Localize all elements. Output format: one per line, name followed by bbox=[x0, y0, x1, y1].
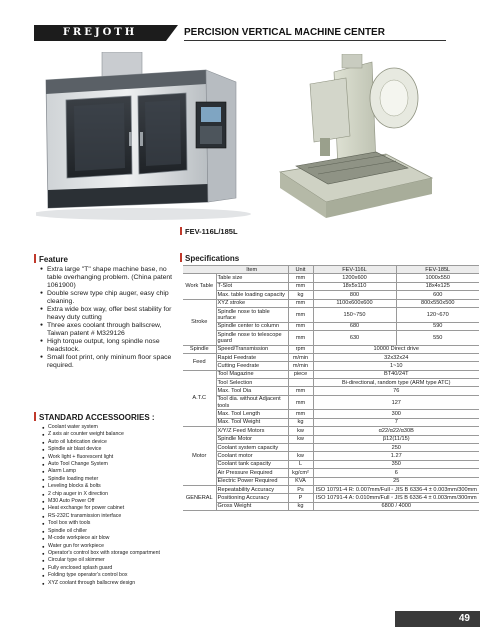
spec-header-model-2: FEV-185L bbox=[396, 266, 479, 274]
table-row bbox=[183, 435, 479, 443]
page-title: PERCISION VERTICAL MACHINE CENTER bbox=[184, 27, 385, 38]
title-underline bbox=[184, 40, 446, 41]
spec-unit: kg bbox=[288, 418, 313, 426]
table-row bbox=[183, 307, 479, 322]
table-row bbox=[183, 427, 479, 435]
model-label bbox=[180, 227, 238, 236]
table-row bbox=[183, 274, 479, 282]
spec-unit: m/min bbox=[288, 353, 313, 361]
spec-group: Work Table bbox=[183, 274, 216, 299]
spec-header-row bbox=[183, 266, 479, 274]
spec-item: Max. table loading capacity bbox=[216, 291, 288, 299]
feature-item: ● Extra large "T" shape machine base, no table overhanging problem. (China patent 1061900) bbox=[40, 266, 176, 289]
accessory-item: ● M-code workpiece air blow bbox=[42, 535, 176, 542]
accessory-item: ● M30 Auto Power Off bbox=[42, 498, 176, 505]
spec-value-2: 120~670 bbox=[396, 307, 479, 322]
accessory-item: ● Circular type oil skimmer bbox=[42, 557, 176, 564]
accent-mark bbox=[180, 253, 182, 262]
page-header bbox=[34, 25, 446, 41]
spec-unit: mm bbox=[288, 322, 313, 330]
spec-value-shared: BT40/24T bbox=[313, 370, 479, 378]
accessories-heading-text: STANDARD ACCESSOORIES : bbox=[39, 413, 155, 422]
feature-item: ● Extra wide box way, offer best stability for heavy duty cutting bbox=[40, 306, 176, 322]
table-row bbox=[183, 418, 479, 426]
accessory-item: ● Heat exchange for power cabinet bbox=[42, 505, 176, 512]
accessories-heading bbox=[34, 412, 155, 423]
spec-item: X/Y/Z Feed Motors bbox=[216, 427, 288, 435]
spec-item: Tool Magazine bbox=[216, 370, 288, 378]
spec-value-shared: 350 bbox=[313, 460, 479, 468]
spec-item: Cutting Feedrate bbox=[216, 362, 288, 370]
accessory-item: ● Alarm Lamp bbox=[42, 468, 176, 475]
spec-item: XYZ stroke bbox=[216, 299, 288, 307]
spec-value-2: 18x4x125 bbox=[396, 282, 479, 290]
feature-item: ● High torque output, long spindle nose headstock. bbox=[40, 338, 176, 354]
accessory-item: ● Coolant water system bbox=[42, 424, 176, 431]
table-row bbox=[183, 282, 479, 290]
spec-unit: mm bbox=[288, 282, 313, 290]
spec-group: GENERAL bbox=[183, 485, 216, 510]
spec-header-model-1: FEV-116L bbox=[313, 266, 396, 274]
spec-item: Spindle center to column bbox=[216, 322, 288, 330]
table-row bbox=[183, 469, 479, 477]
spec-value-shared: 32x32x24 bbox=[313, 353, 479, 361]
spec-unit: kg bbox=[288, 502, 313, 510]
table-row bbox=[183, 353, 479, 361]
spec-value-shared: 1.27 bbox=[313, 452, 479, 460]
spec-unit: mm bbox=[288, 330, 313, 345]
spec-value-2: 800x550x500 bbox=[396, 299, 479, 307]
spec-item: Positioning Accuracy bbox=[216, 494, 288, 502]
spec-unit: L bbox=[288, 460, 313, 468]
feature-item: ● Double screw type chip auger, easy chip cleaning. bbox=[40, 290, 176, 306]
accessory-item: ● Leveling blocks & bolts bbox=[42, 483, 176, 490]
spec-unit: kw bbox=[288, 452, 313, 460]
table-row bbox=[183, 291, 479, 299]
spec-item: Coolant tank capacity bbox=[216, 460, 288, 468]
spec-value-shared: 25 bbox=[313, 477, 479, 485]
spec-unit: kg bbox=[288, 291, 313, 299]
spec-item: Spindle nose to telescope guard bbox=[216, 330, 288, 345]
spec-group: Stroke bbox=[183, 299, 216, 345]
spec-value-shared: ISO 10791-4 R: 0.007mm/Full ◦ JIS B 6336-4 ± 0.003mm/300mm bbox=[313, 485, 479, 493]
accent-mark bbox=[180, 227, 182, 235]
spec-value-shared: Bi-directional, random type (ARM type ATC) bbox=[313, 379, 479, 387]
machine-image-fev-185l bbox=[276, 54, 436, 222]
spec-value-shared: 250 bbox=[313, 444, 479, 452]
table-row bbox=[183, 345, 479, 353]
table-row bbox=[183, 299, 479, 307]
table-row bbox=[183, 494, 479, 502]
spec-item: Speed/Transmission bbox=[216, 345, 288, 353]
specs-heading bbox=[180, 253, 239, 264]
spec-item: Table size bbox=[216, 274, 288, 282]
accessory-item: ● 2 chip auger in X direction bbox=[42, 491, 176, 498]
spec-group: A.T.C bbox=[183, 370, 216, 427]
spec-unit: KVA bbox=[288, 477, 313, 485]
table-row bbox=[183, 485, 479, 493]
feature-list bbox=[40, 266, 176, 370]
spec-value-shared: 300 bbox=[313, 410, 479, 418]
spec-item: Coolant system capacity bbox=[216, 444, 288, 452]
spec-value-2: 1000x550 bbox=[396, 274, 479, 282]
table-row bbox=[183, 410, 479, 418]
spec-unit: mm bbox=[288, 395, 313, 410]
table-row bbox=[183, 477, 479, 485]
spec-item: Electric Power Required bbox=[216, 477, 288, 485]
table-row bbox=[183, 387, 479, 395]
spec-item: Spindle nose to table surface bbox=[216, 307, 288, 322]
spec-item: T-Slot bbox=[216, 282, 288, 290]
table-row bbox=[183, 460, 479, 468]
accessory-item: ● Folding type operator's control box bbox=[42, 572, 176, 579]
spec-value-shared: 76 bbox=[313, 387, 479, 395]
spec-value-1: 1100x600x600 bbox=[313, 299, 396, 307]
spec-header-unit: Unit bbox=[288, 266, 313, 274]
spec-unit: rpm bbox=[288, 345, 313, 353]
feature-item: ● Three axes coolant through ballscrew, Taiwan patent # M329126 bbox=[40, 322, 176, 338]
accessories-list bbox=[42, 424, 176, 587]
accessory-item: ● Spindle air blast device bbox=[42, 446, 176, 453]
accessory-item: ● RS-232C transmission interface bbox=[42, 513, 176, 520]
accessory-item: ● Fully enclosed splash guard bbox=[42, 565, 176, 572]
brand-logo-tab bbox=[166, 25, 178, 41]
accessory-item: ● Spindle oil chiller bbox=[42, 528, 176, 535]
spec-unit: m/min bbox=[288, 362, 313, 370]
table-row bbox=[183, 502, 479, 510]
accessory-item: ● Auto Tool Change System bbox=[42, 461, 176, 468]
specs-heading-text: Specifications bbox=[185, 254, 240, 263]
table-row bbox=[183, 444, 479, 452]
feature-heading bbox=[34, 254, 68, 265]
table-row bbox=[183, 452, 479, 460]
spec-table bbox=[183, 265, 479, 511]
spec-group: Spindle bbox=[183, 345, 216, 353]
spec-item: Tool dia. without Adjacent tools bbox=[216, 395, 288, 410]
spec-item: Spindle Motor bbox=[216, 435, 288, 443]
accessory-item: ● XYZ coolant through ballscrew design bbox=[42, 580, 176, 587]
spec-value-shared: 7 bbox=[313, 418, 479, 426]
spec-value-2: 550 bbox=[396, 330, 479, 345]
feature-item: ● Small foot print, only mininum floor space required. bbox=[40, 354, 176, 370]
spec-item: Gross Weight bbox=[216, 502, 288, 510]
spec-unit: kw bbox=[288, 435, 313, 443]
spec-unit bbox=[288, 379, 313, 387]
spec-item: Max. Tool Weight bbox=[216, 418, 288, 426]
table-row bbox=[183, 370, 479, 378]
accessory-item: ● Z axis air counter weight balance bbox=[42, 431, 176, 438]
spec-header-blank bbox=[183, 266, 216, 274]
spec-value-shared: 10000 Direct drive bbox=[313, 345, 479, 353]
model-label-text: FEV-116L/185L bbox=[185, 227, 238, 236]
spec-unit: mm bbox=[288, 274, 313, 282]
spec-value-shared: β12(11/15) bbox=[313, 435, 479, 443]
spec-unit: Ps bbox=[288, 485, 313, 493]
table-row bbox=[183, 379, 479, 387]
spec-unit: mm bbox=[288, 307, 313, 322]
spec-value-shared: α22/α22/α30B bbox=[313, 427, 479, 435]
table-row bbox=[183, 330, 479, 345]
spec-unit: kg/cm² bbox=[288, 469, 313, 477]
spec-item: Max. Tool Dia bbox=[216, 387, 288, 395]
feature-heading-text: Feature bbox=[39, 255, 68, 264]
spec-value-shared: 127 bbox=[313, 395, 479, 410]
spec-unit: mm bbox=[288, 410, 313, 418]
spec-item: Coolant motor bbox=[216, 452, 288, 460]
page-number-bar bbox=[395, 611, 480, 627]
spec-value-1: 1200x600 bbox=[313, 274, 396, 282]
spec-item: Air Pressure Required bbox=[216, 469, 288, 477]
accessory-item: ● Spindle loading meter bbox=[42, 476, 176, 483]
accessory-item: ● Water gun for workpiece bbox=[42, 543, 176, 550]
accessory-item: ● Tool box with tools bbox=[42, 520, 176, 527]
spec-unit: P bbox=[288, 494, 313, 502]
spec-unit: mm bbox=[288, 299, 313, 307]
spec-unit: kw bbox=[288, 427, 313, 435]
spec-item: Rapid Feedrate bbox=[216, 353, 288, 361]
spec-unit bbox=[288, 444, 313, 452]
spec-value-shared: 6800 / 4000 bbox=[313, 502, 479, 510]
spec-value-shared: 6 bbox=[313, 469, 479, 477]
accessory-item: ● Work light + fluorescent light bbox=[42, 454, 176, 461]
brand-logo: FREJOTH bbox=[34, 25, 166, 41]
spec-item: Repeatability Accuracy bbox=[216, 485, 288, 493]
table-row bbox=[183, 322, 479, 330]
spec-value-shared: 1~10 bbox=[313, 362, 479, 370]
table-row bbox=[183, 395, 479, 410]
page-number: 49 bbox=[458, 613, 470, 624]
accessory-item: ● Operator's control box with storage compartment bbox=[42, 550, 176, 557]
spec-value-1: 680 bbox=[313, 322, 396, 330]
accent-mark bbox=[34, 412, 36, 421]
spec-unit: piece bbox=[288, 370, 313, 378]
spec-value-1: 800 bbox=[313, 291, 396, 299]
spec-item: Max. Tool Length bbox=[216, 410, 288, 418]
spec-unit: mm bbox=[288, 387, 313, 395]
spec-value-1: 150~750 bbox=[313, 307, 396, 322]
table-row bbox=[183, 362, 479, 370]
spec-value-2: 600 bbox=[396, 291, 479, 299]
spec-group: Motor bbox=[183, 427, 216, 486]
spec-group: Feed bbox=[183, 353, 216, 370]
accessory-item: ● Auto oil lubrication device bbox=[42, 439, 176, 446]
spec-value-1: 18x5x110 bbox=[313, 282, 396, 290]
spec-header-item: Item bbox=[216, 266, 288, 274]
accent-mark bbox=[34, 254, 36, 263]
spec-value-shared: ISO 10791-4 A: 0.010mm/Full ◦ JIS B 6336-4 ± 0.003mm/300mm bbox=[313, 494, 479, 502]
machine-image-fev-116l bbox=[36, 52, 276, 224]
spec-value-1: 630 bbox=[313, 330, 396, 345]
spec-item: Tool Selection bbox=[216, 379, 288, 387]
spec-value-2: 590 bbox=[396, 322, 479, 330]
